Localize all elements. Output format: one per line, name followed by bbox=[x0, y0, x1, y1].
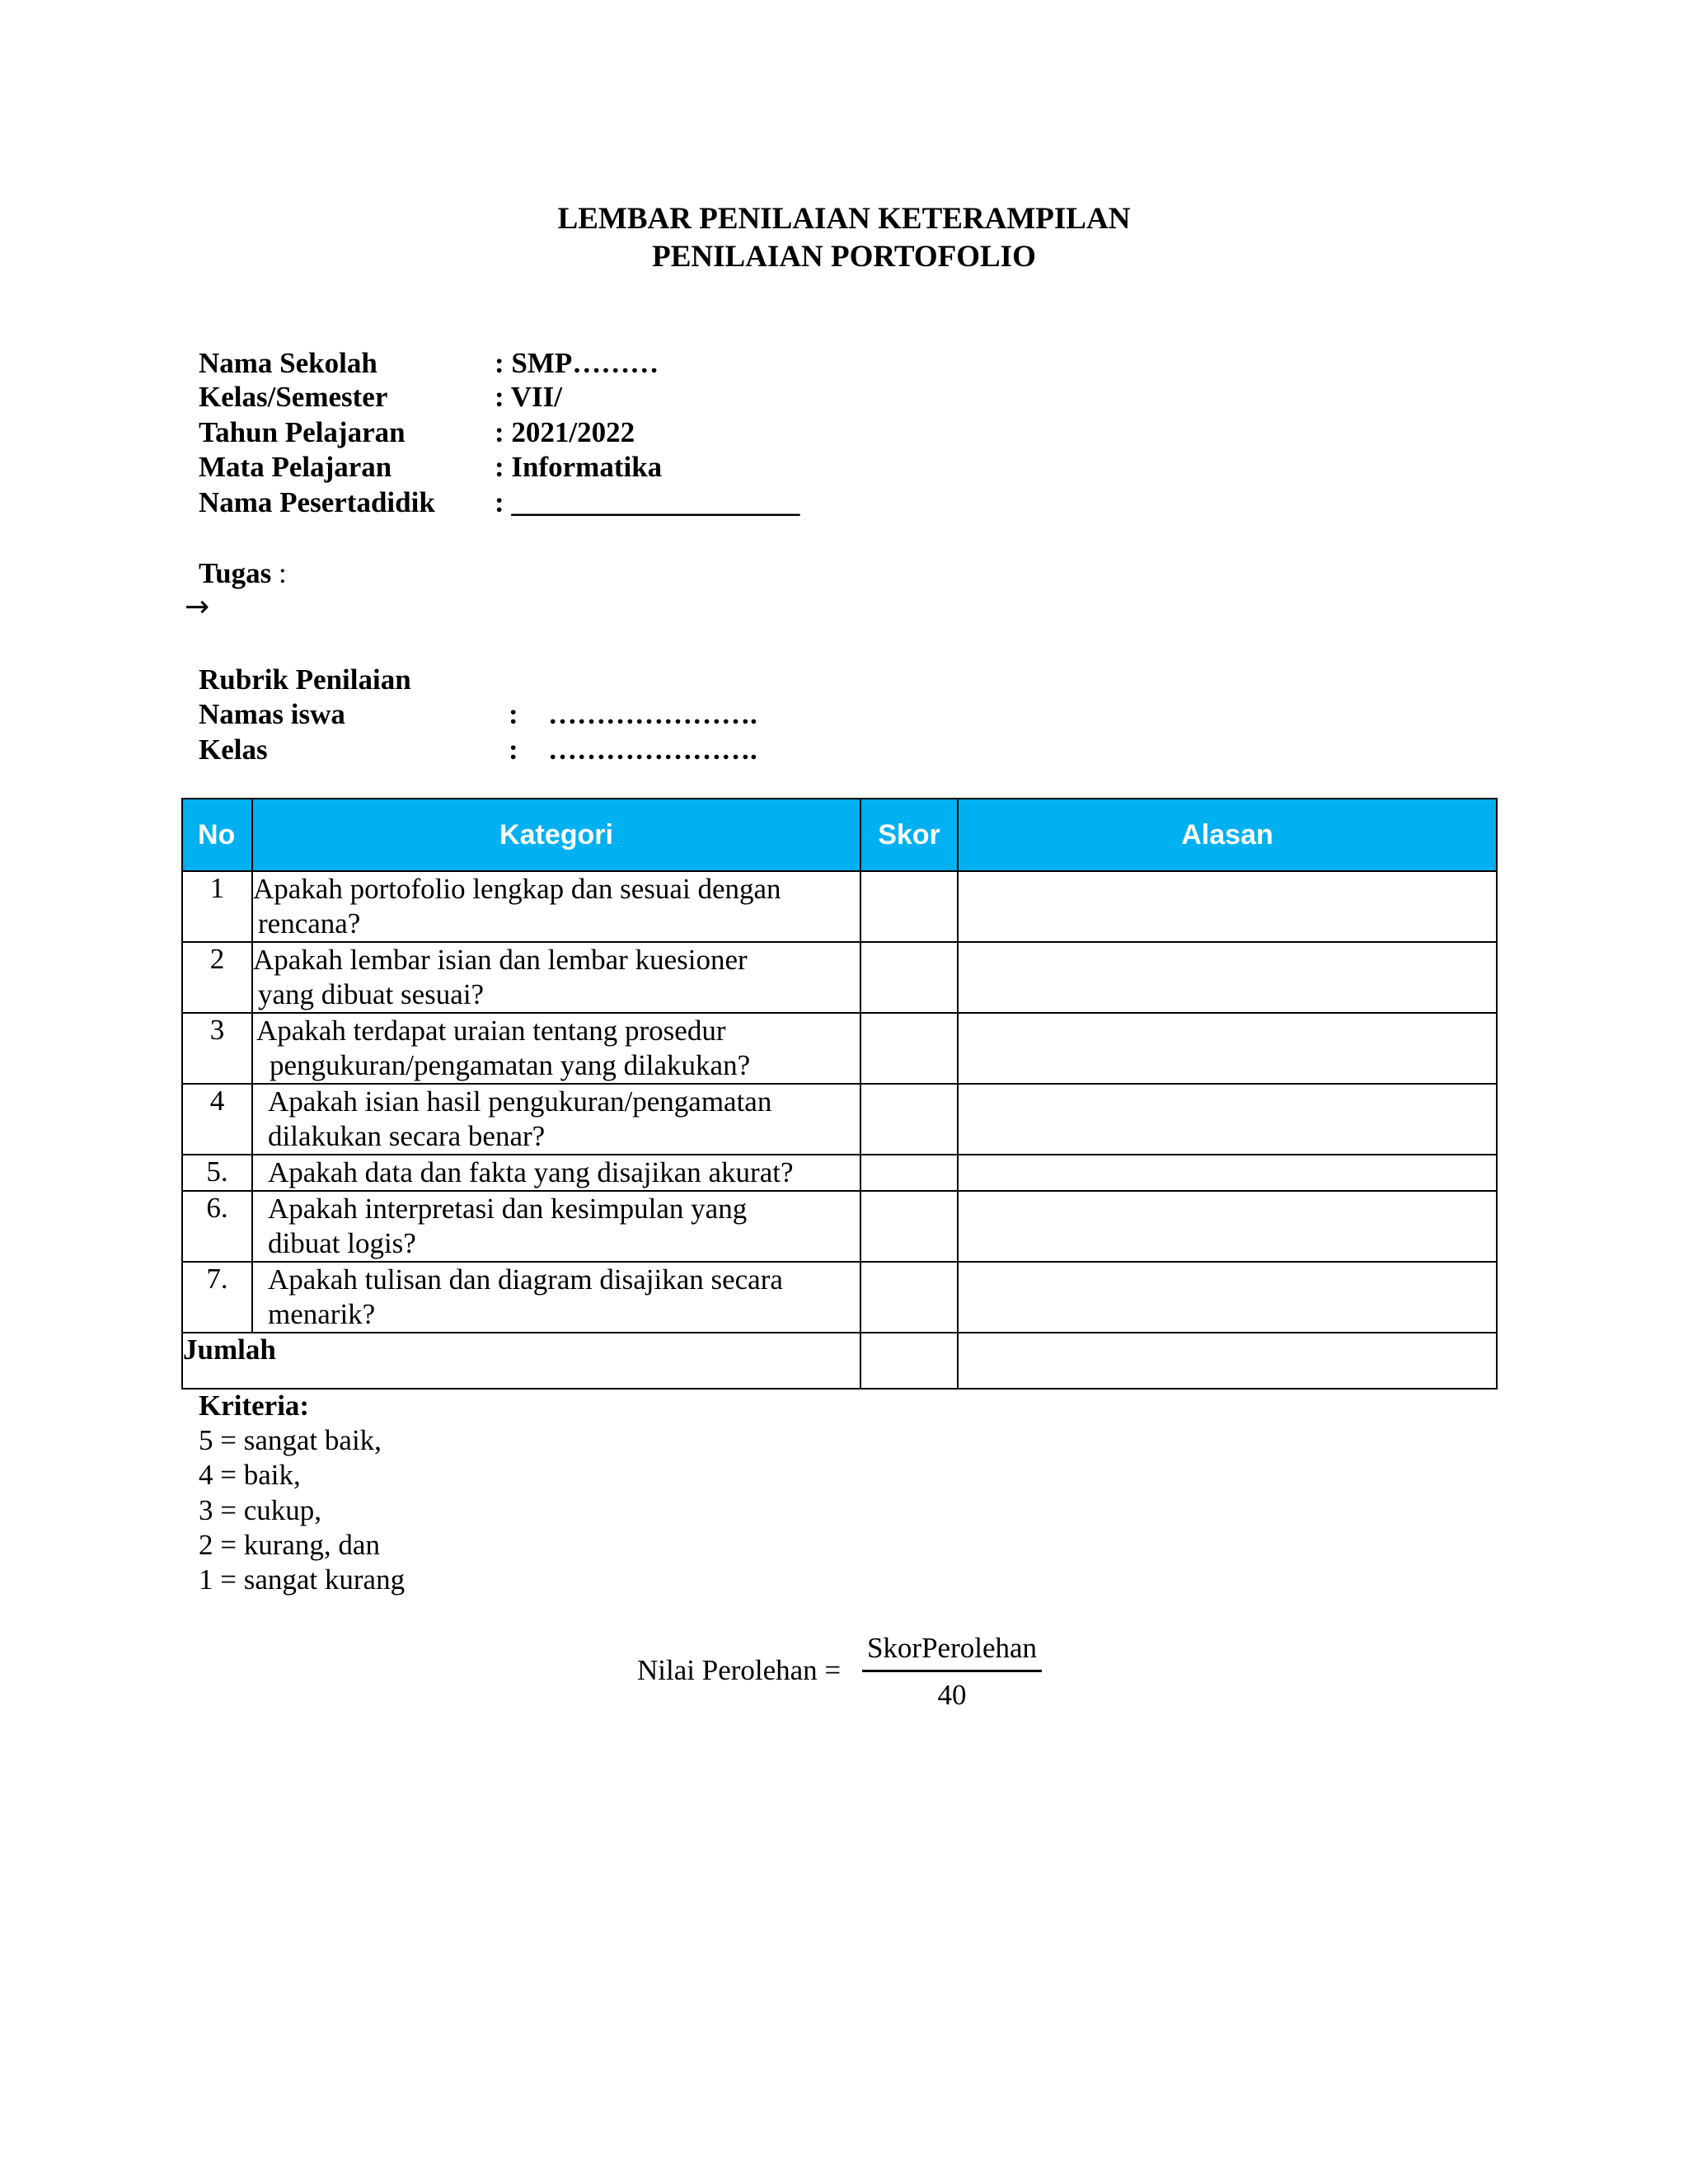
rubrik-colon: : bbox=[509, 698, 518, 730]
fraction-bar bbox=[862, 1670, 1042, 1672]
row-kategori bbox=[252, 1084, 860, 1155]
document-title-line-2: PENILAIAN PORTOFOLIO bbox=[652, 240, 1036, 274]
skor-cell[interactable] bbox=[860, 1155, 958, 1191]
table-row bbox=[182, 1155, 1497, 1191]
kategori-line-2: menarik? bbox=[268, 1298, 376, 1330]
table-row bbox=[182, 1013, 1497, 1084]
kriteria-title: Kriteria: bbox=[199, 1390, 310, 1422]
row-number: 3 bbox=[182, 1013, 252, 1084]
kategori-line-1: Apakah isian hasil pengukuran/pengamatan bbox=[268, 1085, 772, 1118]
table-row bbox=[182, 1084, 1497, 1155]
table-header-row bbox=[182, 799, 1497, 871]
rubrik-value-nama-siswa: …………………. bbox=[548, 698, 757, 730]
table-row bbox=[182, 1262, 1497, 1333]
alasan-cell[interactable] bbox=[958, 1262, 1497, 1333]
jumlah-skor-cell[interactable] bbox=[860, 1333, 958, 1389]
row-kategori bbox=[252, 1013, 860, 1084]
row-kategori bbox=[252, 1262, 860, 1333]
kategori-line-1: Apakah interpretasi dan kesimpulan yang bbox=[268, 1193, 748, 1225]
kriteria-item: 2 = kurang, dan bbox=[199, 1529, 380, 1561]
kategori-line-1: Apakah lembar isian dan lembar kuesioner bbox=[253, 944, 748, 976]
row-kategori bbox=[252, 942, 860, 1013]
info-value-mata-pelajaran: : Informatika bbox=[495, 451, 663, 483]
arrow-right-icon: → bbox=[185, 590, 210, 624]
kategori-line-1: Apakah data dan fakta yang disajikan akurat? bbox=[268, 1156, 794, 1188]
alasan-cell[interactable] bbox=[958, 1013, 1497, 1084]
info-value-nama-peserta-didik: : ____________________ bbox=[495, 486, 800, 518]
row-kategori bbox=[252, 871, 860, 942]
rubrik-label-nama-siswa: Namas iswa bbox=[199, 698, 345, 730]
info-value-nama-sekolah: : SMP……… bbox=[495, 347, 659, 379]
row-number: 4 bbox=[182, 1084, 252, 1155]
row-kategori bbox=[252, 1191, 860, 1262]
skor-cell[interactable] bbox=[860, 871, 958, 942]
jumlah-alasan-cell[interactable] bbox=[958, 1333, 1497, 1389]
kriteria-item: 4 = baik, bbox=[199, 1459, 301, 1491]
rubrik-value-kelas: …………………. bbox=[548, 733, 757, 766]
row-number: 5. bbox=[182, 1155, 252, 1191]
header-skor: Skor bbox=[860, 799, 958, 871]
document-title-line-1: LEMBAR PENILAIAN KETERAMPILAN bbox=[557, 202, 1131, 236]
info-label-nama-peserta-didik: Nama Pesertadidik bbox=[199, 486, 435, 518]
alasan-cell[interactable] bbox=[958, 1191, 1497, 1262]
rubrik-colon: : bbox=[509, 733, 518, 766]
rubrik-label-kelas: Kelas bbox=[199, 733, 268, 766]
kriteria-item: 3 = cukup, bbox=[199, 1494, 322, 1526]
skor-cell[interactable] bbox=[860, 942, 958, 1013]
row-number: 1 bbox=[182, 871, 252, 942]
kategori-line-2: yang dibuat sesuai? bbox=[258, 978, 485, 1010]
kategori-line-2: rencana? bbox=[258, 907, 361, 940]
header-alasan: Alasan bbox=[958, 799, 1497, 871]
formula-fraction bbox=[862, 1632, 1042, 1712]
info-label-mata-pelajaran: Mata Pelajaran bbox=[199, 451, 392, 483]
alasan-cell[interactable] bbox=[958, 871, 1497, 942]
alasan-cell[interactable] bbox=[958, 1155, 1497, 1191]
kriteria-item: 1 = sangat kurang bbox=[199, 1563, 406, 1596]
kategori-line-1: Apakah portofolio lengkap dan sesuai dengan bbox=[253, 873, 781, 905]
rubrik-title: Rubrik Penilaian bbox=[199, 663, 411, 696]
kategori-line-2: dilakukan secara benar? bbox=[268, 1120, 546, 1152]
row-number: 7. bbox=[182, 1262, 252, 1333]
skor-cell[interactable] bbox=[860, 1013, 958, 1084]
formula-label: Nilai Perolehan = bbox=[637, 1654, 842, 1686]
row-number: 6. bbox=[182, 1191, 252, 1262]
table-row bbox=[182, 1191, 1497, 1262]
header-kategori: Kategori bbox=[252, 799, 860, 871]
info-value-tahun-pelajaran: : 2021/2022 bbox=[495, 416, 635, 448]
tugas-colon: : bbox=[271, 557, 287, 589]
skor-cell[interactable] bbox=[860, 1084, 958, 1155]
rubric-table bbox=[181, 798, 1498, 1390]
jumlah-label: Jumlah bbox=[182, 1333, 860, 1389]
alasan-cell[interactable] bbox=[958, 942, 1497, 1013]
kriteria-item: 5 = sangat baik, bbox=[199, 1424, 382, 1456]
kategori-line-1: Apakah tulisan dan diagram disajikan secara bbox=[268, 1263, 783, 1296]
info-label-kelas-semester: Kelas/Semester bbox=[199, 381, 388, 413]
kategori-line-1: Apakah terdapat uraian tentang prosedur bbox=[256, 1015, 726, 1047]
info-label-tahun-pelajaran: Tahun Pelajaran bbox=[199, 416, 406, 448]
tugas-label: Tugas bbox=[199, 557, 272, 589]
info-label-nama-sekolah: Nama Sekolah bbox=[199, 347, 377, 379]
formula-numerator: SkorPerolehan bbox=[866, 1632, 1038, 1664]
table-total-row bbox=[182, 1333, 1497, 1389]
tugas-heading bbox=[199, 557, 287, 590]
alasan-cell[interactable] bbox=[958, 1084, 1497, 1155]
table-row bbox=[182, 871, 1497, 942]
row-kategori bbox=[252, 1155, 860, 1191]
formula-denominator: 40 bbox=[937, 1679, 967, 1711]
skor-cell[interactable] bbox=[860, 1191, 958, 1262]
kategori-line-2: dibuat logis? bbox=[268, 1227, 416, 1259]
table-row bbox=[182, 942, 1497, 1013]
header-no: No bbox=[182, 799, 252, 871]
kategori-line-2: pengukuran/pengamatan yang dilakukan? bbox=[270, 1049, 751, 1081]
row-number: 2 bbox=[182, 942, 252, 1013]
skor-cell[interactable] bbox=[860, 1262, 958, 1333]
info-value-kelas-semester: : VII/ bbox=[495, 381, 563, 413]
